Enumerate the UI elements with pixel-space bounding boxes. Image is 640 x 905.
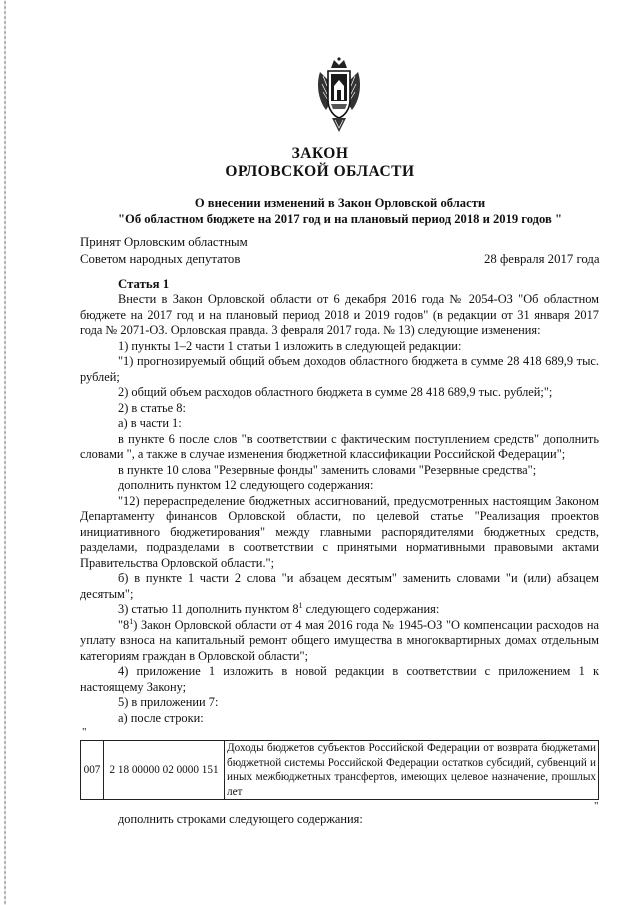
adoption-line2: Советом народных депутатов — [80, 252, 241, 266]
text-fragment: "8 — [118, 617, 130, 632]
margin-dots — [4, 0, 6, 905]
text-fragment: следующего содержания: — [302, 602, 440, 616]
close-quote: " — [594, 800, 599, 812]
paragraph: дополнить пунктом 12 следующего содержания: — [118, 478, 374, 492]
paragraph: "12) перераспределение бюджетных ассигнований, предусмотренных настоящим Законом Департаменту финансов Орловской области, по целевой статье "Реализация проектов инициативного бюджетирования" между главными распорядителями бюджетных средств, разделами, подразделами в соответствии с принятыми нормативными правовыми актами Правительства Орловской области."; — [80, 493, 599, 570]
paragraph: в пункте 10 слова "Резервные фонды" заменить словами "Резервные средства"; — [118, 462, 537, 477]
adoption-date: 28 февраля 2017 года — [484, 252, 600, 266]
paragraph: 4) приложение 1 изложить в новой редакции в соответствии с приложением 1 к настоящему Закону; — [80, 664, 599, 694]
text-fragment: ) Закон Орловской области от 4 мая 2016 года № 1945-ОЗ "О компенсации расходов на уплату взноса на капитальный ремонт общего имущества в многоквартирных домах отдельным категориям граждан в Орловской области"; — [80, 617, 599, 663]
paragraph: а) в части 1: — [118, 416, 182, 430]
paragraph: б) в пункте 1 части 2 слова "и абзацем десятым" заменить словами "и (или) абзацем десятым"; — [80, 571, 599, 601]
text-fragment: 3) статью 11 дополнить пунктом 8 — [118, 602, 299, 616]
law-subtitle-line2: "Об областном бюджете на 2017 год и на плановый период 2018 и 2019 годов " — [118, 212, 562, 226]
law-subtitle-line1: О внесении изменений в Закон Орловской области — [194, 196, 486, 210]
paragraph: "1) прогнозируемый общий объем доходов областного бюджета в сумме 28 418 689,9 тыс. рублей; — [80, 354, 599, 384]
paragraph-intro: Внести в Закон Орловской области от 6 декабря 2016 года № 2054-ОЗ "Об областном бюджете на 2017 год и на плановый период 2018 и 2019 годов" (в редакции от 31 января 2017 года № 2071-ОЗ. Орловская правда. 3 февраля 2017 года. № 13) следующие изменения: — [80, 292, 599, 337]
paragraph: 2) общий объем расходов областного бюджета в сумме 28 418 689,9 тыс. рублей;"; — [118, 385, 553, 399]
after-table-text: дополнить строками следующего содержания: — [118, 812, 363, 826]
open-quote: " — [82, 726, 87, 738]
article-heading: Статья 1 — [118, 277, 170, 291]
superscript: 1 — [298, 600, 303, 610]
article-body — [80, 292, 599, 726]
adoption-line1: Принят Орловским областным — [80, 235, 248, 249]
paragraph: 2) в статье 8: — [118, 400, 186, 415]
table-cell-description: Доходы бюджетов субъектов Российской Федерации от возврата бюджетами бюджетной системы Российской Федерации остатков субсидий, субвенций и иных межбюджетных трансфертов, имеющих целевое назначение, прошлых лет — [225, 741, 599, 800]
paragraph: 1) пункты 1–2 части 1 статьи 1 изложить в следующей редакции: — [118, 338, 462, 353]
law-title: ЗАКОН — [291, 145, 349, 162]
law-region: ОРЛОВСКОЙ ОБЛАСТИ — [225, 163, 415, 180]
table-cell-kbk: 2 18 00000 02 0000 151 — [104, 741, 225, 800]
superscript: 1 — [129, 616, 134, 626]
paragraph: в пункте 6 после слов "в соответствии с фактическим поступлением средств" дополнить словами ", а также в случае изменения бюджетной классификации Российской Федерации"; — [80, 431, 599, 461]
paragraph: 5) в приложении 7: — [118, 695, 219, 709]
budget-table — [80, 740, 599, 800]
paragraph — [80, 602, 599, 618]
paragraph — [80, 618, 599, 665]
table-row — [81, 741, 599, 800]
table-cell-code: 007 — [81, 741, 104, 800]
paragraph: а) после строки: — [118, 710, 204, 725]
coat-of-arms-icon — [314, 56, 364, 138]
